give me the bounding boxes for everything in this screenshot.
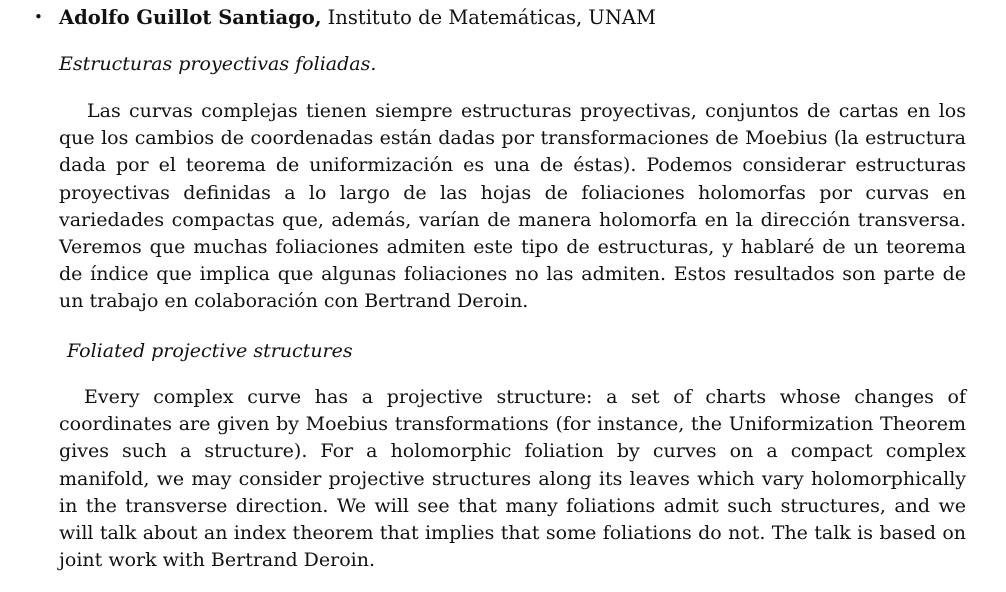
speaker-affiliation: Instituto de Matemáticas, UNAM (327, 6, 656, 29)
abstract-spanish: Las curvas complejas tienen siempre estructuras proyectivas, conjuntos de cartas en los que los cambios de coordenadas están dadas por transformaciones de Moebius (la estructura dada por el teorema de uniformización es una de éstas). Podemos considerar estructuras proyectivas definidas a lo largo de las hojas de foliaciones holomorfas por curvas en variedades compactas que, además, varían de manera holomorfa en la dirección transversa. Veremos que muchas foliaciones admiten este tipo de estructuras, y hablaré de un teorema de índice que implica que algunas foliaciones no las admiten. Estos resultados son parte de un trabajo en colaboración con Bertrand Deroin. (59, 100, 966, 313)
talk-title-english: Foliated projective structures (67, 340, 353, 362)
abstract-english: Every complex curve has a projective structure: a set of charts whose changes of coordinates are given by Moebius transformations (for instance, the Uniformization Theorem gives such a structure). For a holomorphic foliation by curves on a compact complex manifold, we may consider projective structures along its leaves which vary holomorphically in the transverse direction. We will see that many foliations admit such structures, and we will talk about an index theorem that implies that some foliations do not. The talk is based on joint work with Bertrand Deroin. (59, 386, 966, 572)
speaker-header (34, 4, 656, 31)
talk-title-spanish: Estructuras proyectivas foliadas. (59, 53, 377, 75)
list-bullet: • (34, 8, 43, 26)
speaker-name: Adolfo Guillot Santiago, (59, 6, 322, 29)
